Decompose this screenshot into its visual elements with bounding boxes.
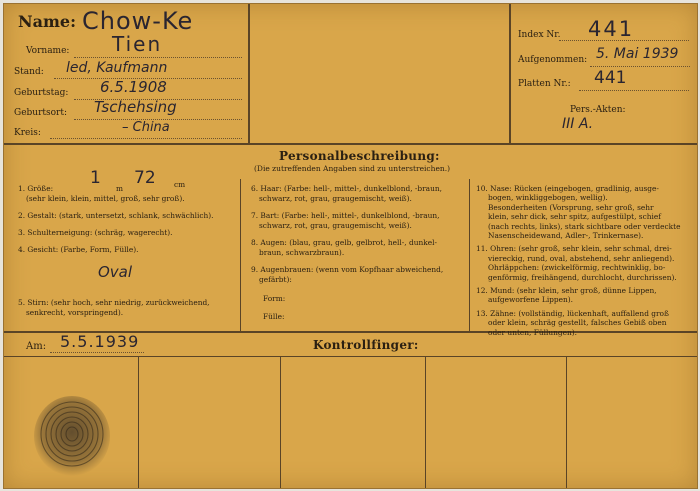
schulter-text: 3. Schulterneigung: (schräg, wagerecht). xyxy=(18,228,173,237)
groesse-m-unit: m xyxy=(116,184,124,193)
divider-finger-3 xyxy=(425,356,426,488)
name-value: Chow-Ke xyxy=(82,7,194,35)
zaehne-text-2: oder klein, schräg gestellt, falsches Gebiß oben xyxy=(488,318,667,328)
brauen-text-1: 9. Augenbrauen: (wenn vom Kopfhaar abweichend, xyxy=(251,265,444,274)
platten-label: Platten Nr.: xyxy=(518,79,571,89)
am-line xyxy=(50,352,144,353)
am-value: 5.5.1939 xyxy=(60,332,140,351)
haar-text-1: 6. Haar: (Farbe: hell-, mittel-, dunkelblond, -braun, xyxy=(251,184,442,193)
fingerprint-impression xyxy=(32,392,112,478)
nase-text-1: 10. Nase: Rücken (eingebogen, gradlinig, ausge- xyxy=(476,184,659,193)
stand-label: Stand: xyxy=(14,67,44,77)
index-line xyxy=(559,40,689,41)
ohren-text-2: viereckig, rund, oval, abstehend, sehr anliegend). xyxy=(488,253,675,263)
geburtsort-value: Tschehsing xyxy=(94,98,177,116)
divider-header-right xyxy=(509,4,511,144)
kreis-value: – China xyxy=(122,120,170,135)
pers-akten-value: III A. xyxy=(562,116,594,132)
geburtstag-label: Geburtstag: xyxy=(14,88,69,98)
platten-line xyxy=(579,90,689,91)
fuelle-label: Fülle: xyxy=(263,312,285,321)
divider-header-left xyxy=(248,4,250,144)
gestalt-text: 2. Gestalt: (stark, untersetzt, schlank, schwächlich). xyxy=(18,211,214,220)
divider-finger-2 xyxy=(280,356,281,488)
groesse-cm-value: 72 xyxy=(134,168,156,188)
geburtsort-label: Geburtsort: xyxy=(14,108,67,118)
am-label: Am: xyxy=(26,341,47,352)
index-value: 441 xyxy=(588,17,635,41)
divider-finger-1 xyxy=(138,356,139,488)
mund-text-1: 12. Mund: (sehr klein, sehr groß, dünne Lippen, xyxy=(476,286,657,296)
divider-col2 xyxy=(469,179,470,331)
ohren-text-4: genförmig, freihängend, durchlocht, durchrissen). xyxy=(488,272,677,282)
gesicht-text: 4. Gesicht: (Farbe, Form, Fülle). xyxy=(18,245,139,254)
vorname-line xyxy=(74,57,242,58)
personal-col3 xyxy=(476,184,694,337)
geburtstag-value: 6.5.1908 xyxy=(100,78,167,96)
platten-value: 441 xyxy=(594,68,627,88)
stirn-text-2: senkrecht, vorspringend). xyxy=(26,308,124,317)
nase-text-5: (nach rechts, links), stark sichtbare oder verdeckte xyxy=(488,221,681,231)
personal-subtitle: (Die zutreffenden Angaben sind zu unterstreichen.) xyxy=(254,164,451,173)
groesse-m-value: 1 xyxy=(90,168,101,188)
vorname-value: Tien xyxy=(112,32,163,56)
brauen-text-2: gefärbt): xyxy=(259,275,292,284)
vorname-label: Vorname: xyxy=(26,46,70,56)
augen-text-1: 8. Augen: (blau, grau, gelb, gelbrot, hell-, dunkel- xyxy=(251,238,437,247)
kontrollfinger-title: Kontrollfinger: xyxy=(313,338,419,352)
haar-text-2: schwarz, rot, grau, graugemischt, weiß). xyxy=(259,194,412,203)
name-label: Name: xyxy=(18,12,77,31)
gesicht-value: Oval xyxy=(98,263,133,281)
divider-finger-4 xyxy=(566,356,567,488)
stirn-text-1: 5. Stirn: (sehr hoch, sehr niedrig, zurückweichend, xyxy=(18,298,210,307)
augen-text-2: braun, schwarzbraun). xyxy=(259,248,345,257)
nase-text-4: klein, sehr dick, sehr spitz, aufgestülpt, schief xyxy=(488,212,661,222)
form-label: Form: xyxy=(263,294,286,303)
groesse-options: (sehr klein, klein, mittel, groß, sehr groß). xyxy=(26,194,185,203)
zaehne-text-1: 13. Zähne: (vollständig, lückenhaft, auffallend groß xyxy=(476,308,669,318)
aufgenommen-label: Aufgenommen: xyxy=(518,55,588,65)
nase-text-3: Besonderheiten (Vorsprung, sehr groß, sehr xyxy=(488,202,654,212)
divider-header-bottom xyxy=(4,143,697,145)
ohren-text-3: Ohrläppchen: (zwickelförmig, rechtwinklig, bo- xyxy=(488,263,666,273)
registration-card xyxy=(3,3,698,489)
mund-text-2: aufgeworfene Lippen). xyxy=(488,295,574,305)
groesse-label: 1. Größe: xyxy=(18,184,54,193)
groesse-cm-unit: cm xyxy=(174,180,186,189)
index-label: Index Nr. xyxy=(518,30,561,40)
nase-text-6: Nasenscheidewand, Adler-, Trinkernase). xyxy=(488,231,644,241)
ohren-text-1: 11. Ohren: (sehr groß, sehr klein, sehr schmal, drei- xyxy=(476,244,672,254)
aufgenommen-line xyxy=(590,66,690,67)
personal-title: Personalbeschreibung: xyxy=(279,149,440,163)
divider-finger-top xyxy=(4,356,697,357)
kreis-label: Kreis: xyxy=(14,128,41,138)
aufgenommen-value: 5. Mai 1939 xyxy=(596,46,679,62)
bart-text-2: schwarz, rot, grau, graugemischt, weiß). xyxy=(259,221,412,230)
nase-text-2: bogen, winkliggebogen, wellig). xyxy=(488,193,608,203)
divider-col1 xyxy=(240,179,241,331)
kreis-line xyxy=(50,138,242,139)
bart-text-1: 7. Bart: (Farbe: hell-, mittel-, dunkelblond, -braun, xyxy=(251,211,440,220)
pers-akten-label: Pers.-Akten: xyxy=(570,105,626,115)
zaehne-text-3: oder unten, Füllungen). xyxy=(488,327,577,337)
stand-value: led, Kaufmann xyxy=(66,60,168,76)
